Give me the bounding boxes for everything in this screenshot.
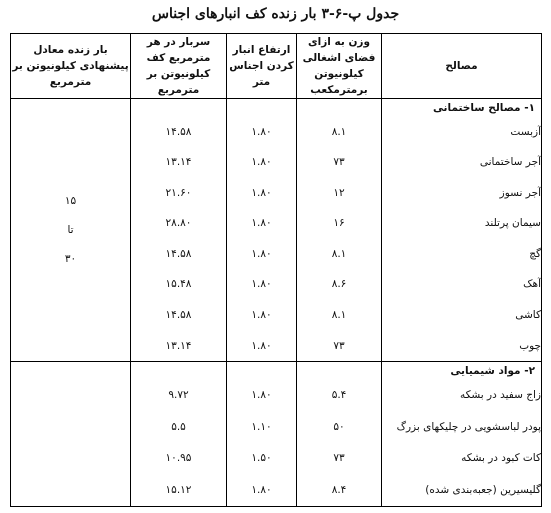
header-weight: وزن به ازای فضای اشغالی کیلونیوتن برمترمکعب <box>297 34 382 99</box>
surcharge-value: ۱۴.۵۸ <box>131 117 227 148</box>
header-surcharge: سربار در هر مترمربع کف کیلونیوتن بر مترمربع <box>131 34 227 99</box>
height-value: ۱.۸۰ <box>227 208 297 239</box>
surcharge-value: ۱۴.۵۸ <box>131 239 227 270</box>
weight-value: ۵.۴ <box>297 379 382 411</box>
surcharge-value: ۱۵.۴۸ <box>131 269 227 300</box>
height-value: ۱.۸۰ <box>227 178 297 209</box>
material-name: کاشی <box>382 300 542 331</box>
weight-value: ۱۶ <box>297 208 382 239</box>
weight-value: ۸.۶ <box>297 269 382 300</box>
header-material: مصالح <box>382 34 542 99</box>
recommended-live-load <box>11 99 131 362</box>
height-value: ۱.۸۰ <box>227 379 297 411</box>
material-name: زاج سفید در بشکه <box>382 379 542 411</box>
table-title: جدول پ-۶-۳ بار زنده کف انبارهای اجناس <box>151 6 400 22</box>
surcharge-value: ۱۳.۱۴ <box>131 147 227 178</box>
weight-value: ۷۳ <box>297 443 382 475</box>
material-name: گلیسیرین (جعبه‌بندی شده) <box>382 474 542 506</box>
weight-value: ۷۳ <box>297 147 382 178</box>
weight-value: ۸.۱ <box>297 300 382 331</box>
weight-value: ۸.۱ <box>297 117 382 148</box>
material-name: آزبست <box>382 117 542 148</box>
surcharge-value: ۱۵.۱۲ <box>131 474 227 506</box>
section-label: ۱- مصالح ساختمانی <box>382 99 542 117</box>
height-value: ۱.۸۰ <box>227 269 297 300</box>
material-name: کات کبود در بشکه <box>382 443 542 475</box>
recommended-to: تا <box>67 223 74 236</box>
material-name: چوب <box>382 330 542 361</box>
height-value: ۱.۸۰ <box>227 474 297 506</box>
surcharge-value: ۱۴.۵۸ <box>131 300 227 331</box>
height-value: ۱.۸۰ <box>227 239 297 270</box>
height-value: ۱.۸۰ <box>227 300 297 331</box>
material-name: گچ <box>382 239 542 270</box>
surcharge-value: ۲۸.۸۰ <box>131 208 227 239</box>
weight-value: ۸.۴ <box>297 474 382 506</box>
header-height: ارتفاع انبار کردن اجناس متر <box>227 34 297 99</box>
header-live-load: بار زنده معادل پیشنهادی کیلونیوتن بر مترمربع <box>11 34 131 99</box>
live-load-table <box>10 33 542 507</box>
surcharge-value: ۱۳.۱۴ <box>131 330 227 361</box>
recommended-live-load-empty <box>11 361 131 506</box>
height-value: ۱.۱۰ <box>227 411 297 443</box>
recommended-max: ۳۰ <box>64 252 77 265</box>
section-label: ۲- مواد شیمیایی <box>382 361 542 379</box>
surcharge-value: ۵.۵ <box>131 411 227 443</box>
weight-value: ۵۰ <box>297 411 382 443</box>
material-name: سیمان پرتلند <box>382 208 542 239</box>
weight-value: ۱۲ <box>297 178 382 209</box>
weight-value: ۸.۱ <box>297 239 382 270</box>
material-name: پودر لباسشویی در چلیکهای بزرگ <box>382 411 542 443</box>
recommended-min: ۱۵ <box>64 194 77 207</box>
height-value: ۱.۸۰ <box>227 117 297 148</box>
weight-value: ۷۳ <box>297 330 382 361</box>
material-name: آجر نسوز <box>382 178 542 209</box>
surcharge-value: ۹.۷۲ <box>131 379 227 411</box>
height-value: ۱.۸۰ <box>227 330 297 361</box>
material-name: آجر ساختمانی <box>382 147 542 178</box>
material-name: آهک <box>382 269 542 300</box>
height-value: ۱.۵۰ <box>227 443 297 475</box>
surcharge-value: ۲۱.۶۰ <box>131 178 227 209</box>
height-value: ۱.۸۰ <box>227 147 297 178</box>
surcharge-value: ۱۰.۹۵ <box>131 443 227 475</box>
